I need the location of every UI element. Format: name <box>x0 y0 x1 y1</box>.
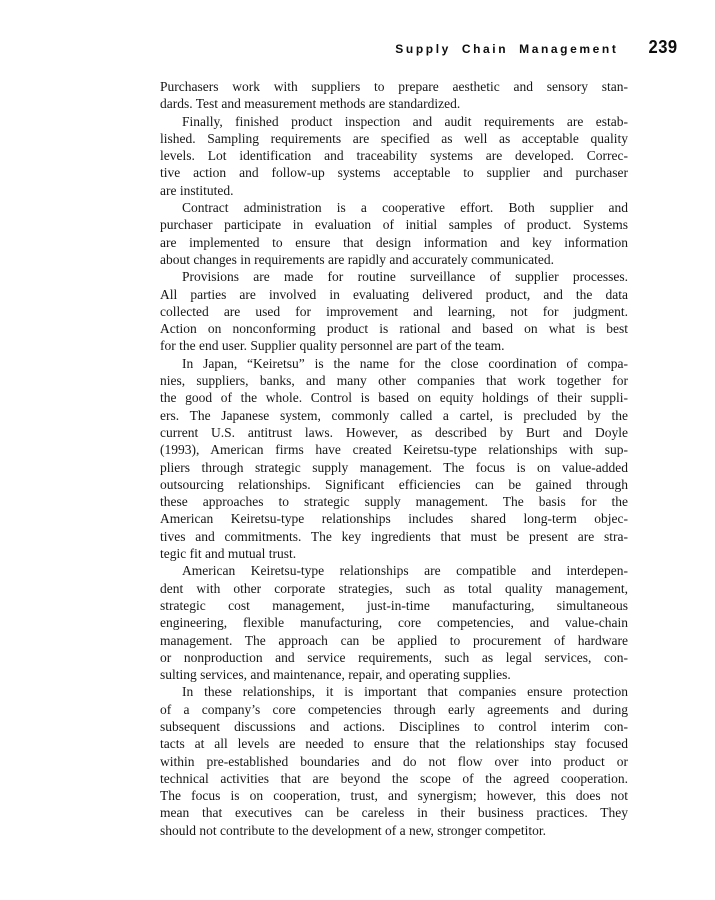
page-body <box>160 78 628 839</box>
text-line: engineering, flexible manufacturing, core competencies, and value-chain <box>160 615 628 631</box>
text-line: In these relationships, it is important that companies ensure protection <box>182 684 628 700</box>
paragraph <box>160 113 628 199</box>
running-head: Supply Chain Management <box>395 42 619 56</box>
page-header <box>0 37 678 58</box>
text-line: tacts at all levels are needed to ensure that the relationships stay focused <box>160 736 628 752</box>
paragraph <box>160 199 628 268</box>
text-line: tive action and follow-up systems acceptable to supplier and purchaser <box>160 165 628 181</box>
page-number: 239 <box>648 37 678 57</box>
text-line: subsequent discussions and actions. Disciplines to control interim con- <box>160 718 628 734</box>
text-line: for the end user. Supplier quality personnel are part of the team. <box>160 338 505 354</box>
text-line: Action on nonconforming product is rational and based on what is best <box>160 321 628 337</box>
text-line: these approaches to strategic supply management. The basis for the <box>160 494 628 510</box>
text-line: tegic fit and mutual trust. <box>160 546 297 562</box>
text-line: (1993), American firms have created Keiretsu-type relationships with sup- <box>160 442 628 458</box>
text-line: management. The approach can be applied to procurement of hardware <box>160 632 628 648</box>
text-line: purchaser participate in evaluation of initial samples of product. Systems <box>160 217 628 233</box>
text-line: In Japan, “Keiretsu” is the name for the close coordination of compa- <box>182 355 628 371</box>
text-line: the good of the whole. Control is based on equity holdings of their suppli- <box>160 390 628 406</box>
text-line: American Keiretsu-type relationships includes shared long-term objec- <box>160 511 628 527</box>
text-line: outsourcing relationships. Significant efficiencies can be gained through <box>160 476 628 492</box>
text-line: current U.S. antitrust laws. However, as described by Burt and Doyle <box>160 424 628 440</box>
text-line: collected are used for improvement and learning, not for judgment. <box>160 303 628 319</box>
paragraph <box>160 78 628 113</box>
text-line: are instituted. <box>160 182 234 198</box>
text-line: All parties are involved in evaluating delivered product, and the data <box>160 286 628 302</box>
text-line: about changes in requirements are rapidly and accurately communicated. <box>160 251 554 267</box>
text-line: American Keiretsu-type relationships are compatible and interdepen- <box>182 563 628 579</box>
text-line: Provisions are made for routine surveillance of supplier processes. <box>182 269 628 285</box>
text-line: sulting services, and maintenance, repair, and operating supplies. <box>160 667 511 683</box>
text-line: ers. The Japanese system, commonly called a cartel, is precluded by the <box>160 407 628 423</box>
text-line: mean that executives can be careless in their business practices. They <box>160 805 628 821</box>
paragraph <box>160 683 628 839</box>
text-line: are implemented to ensure that design information and key information <box>160 234 628 250</box>
text-line: strategic cost management, just-in-time manufacturing, simultaneous <box>160 597 628 613</box>
text-line: Purchasers work with suppliers to prepare aesthetic and sensory stan- <box>160 79 628 94</box>
text-line: tives and commitments. The key ingredients that must be present are stra- <box>160 528 628 544</box>
paragraph <box>160 268 628 354</box>
text-line: of a company’s core competencies through early agreements and during <box>160 701 628 717</box>
text-line: pliers through strategic supply management. The focus is on value-added <box>160 459 628 475</box>
text-line: Finally, finished product inspection and audit requirements are estab- <box>182 113 628 129</box>
text-line: The focus is on cooperation, trust, and synergism; however, this does not <box>160 788 628 804</box>
text-line: should not contribute to the development of a new, stronger competitor. <box>160 822 547 838</box>
text-line: Contract administration is a cooperative effort. Both supplier and <box>182 200 628 216</box>
text-line: dent with other corporate strategies, such as total quality management, <box>160 580 628 596</box>
text-line: within pre-established boundaries and do not flow over into product or <box>160 753 628 769</box>
text-line: or nonproduction and service requirements, such as legal services, con- <box>160 649 628 665</box>
text-line: levels. Lot identification and traceability systems are developed. Correc- <box>160 148 628 164</box>
paragraph <box>160 562 628 683</box>
paragraph <box>160 355 628 563</box>
text-line: dards. Test and measurement methods are standardized. <box>160 96 461 112</box>
text-line: lished. Sampling requirements are specified as well as acceptable quality <box>160 130 628 146</box>
text-line: nies, suppliers, banks, and many other companies that work together for <box>160 373 628 389</box>
text-line: technical activities that are beyond the scope of the agreed cooperation. <box>160 770 628 786</box>
